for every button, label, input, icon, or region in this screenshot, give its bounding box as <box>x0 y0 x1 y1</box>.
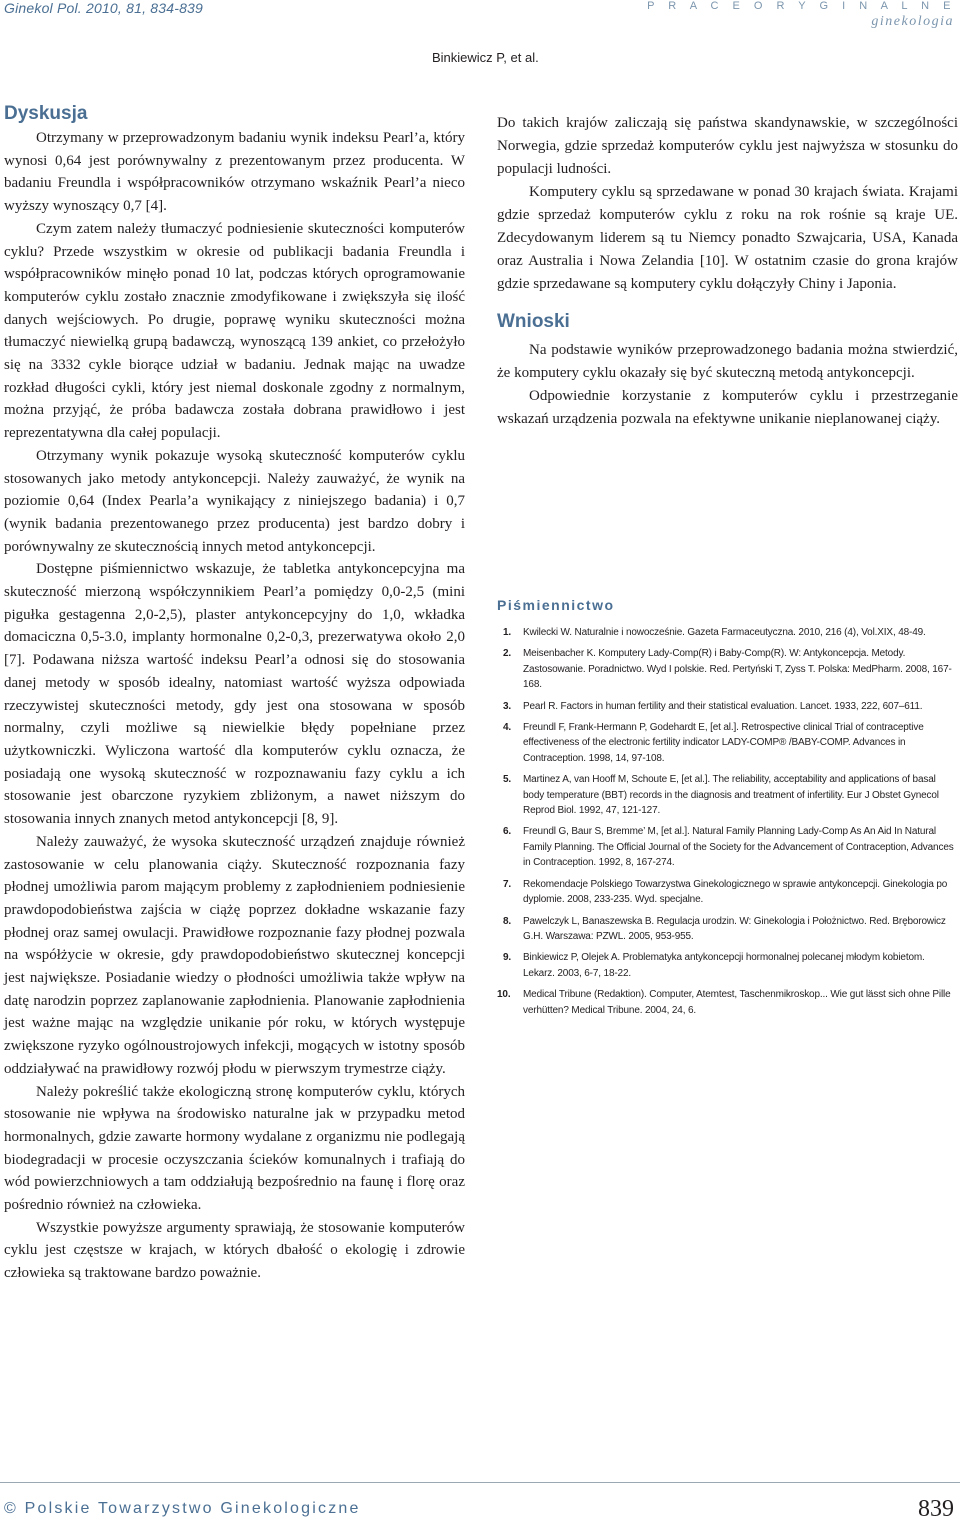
reference-list <box>497 625 958 1018</box>
references-heading: Piśmiennictwo <box>497 597 615 613</box>
reference-number: 4. <box>503 722 512 734</box>
reference-text: Freundl F, Frank-Hermann P, Godehardt E, [et al.]. Retrospective clinical Trial of contraceptive effectiveness of the electronic fertility indicator LADY-COMP® /BABY-COMP. Advances in Contraception. 1998, 14, 97-108. <box>523 722 924 764</box>
reference-item <box>497 950 958 981</box>
discussion-paragraph: Należy zauważyć, że wysoka skuteczność urządzeń znajduje również zastosowanie w celu planowania ciąży. Skuteczność rozpoznania fazy płodnej umożliwia parom mającym problemy z zapłodnieniem podniesienie prawdopodobieństwa zajścia w ciążę poprzez dokładne wskazanie fazy płodnej oraz samej owulacji. Prawidłowe rozpoznanie fazy płodnej pozwala na współżycie w okresie, gdy prawdopodobieństwo skutecznej koncepcji jest największe. Posiadanie wiedzy o płodności umożliwia także wpływ na datę narodzin poprzez zaplanowanie zapłodnienia. Planowanie zapłodnienia jest ważne mając na względzie unikanie pór roku, w których występuje zwiększone ryzyko ogólnoustrojowych infekcji, mogących w istotny sposób oddziaływać na prawidłowy rozwój płodu w pierwszym trymestrze ciąży. <box>4 833 465 1077</box>
reference-text: Meisenbacher K. Komputery Lady-Comp(R) i Baby-Comp(R). W: Antykoncepcja. Metody. Zastosowanie. Poradnictwo. Wyd I polskie. Red. Pertyński T, Zyss T. Polska: MedPharm. 2008, 167-168. <box>523 648 952 691</box>
discussion-paragraph: Należy pokreślić także ekologiczną stronę komputerów cyklu, których stosowanie nie wpływa na środowisko naturalne jak w przypadku metod hormonalnych, gdzie zawarte hormony wydalane z organizmu nie podlegają biodegradacji w procesie oczyszczania ścieków komunalnych i trafiają do wód powierzchniowych a tam oddziałują bezpośrednio na faunę i florę oraz pośrednio również na człowieka. <box>4 1083 465 1214</box>
discussion-paragraph: Otrzymany wynik pokazuje wysoką skuteczność komputerów cyklu stosowanych jako metody antykoncepcji. Należy zauważyć, że wynik na poziomie 0,64 (Index Pearla’a wynikający z niniejszego badania) i 0,7 (wynik badania prezentowanego przez producenta) jest bardzo dobry i porównywalny ze skutecznością innych metod antykoncepcji. <box>4 447 465 555</box>
reference-item <box>497 699 958 714</box>
page-number: 839 <box>918 1496 954 1522</box>
reference-item <box>497 625 958 640</box>
right-column <box>497 112 958 1024</box>
reference-text: Martinez A, van Hooff M, Schoute E, [et al.]. The reliability, acceptability and applications of basal body temperature (BBT) records in the diagnosis and treatment of infertility. Eur J Obstet Gynecol Reprod Biol. 1992, 47, 121-127. <box>523 774 939 817</box>
journal-citation: Ginekol Pol. 2010, 81, 834-839 <box>4 0 204 16</box>
reference-item <box>497 914 958 945</box>
reference-text: Freundl G, Baur S, Bremme’ M, [et al.]. Natural Family Planning Lady-Comp As An Aid In Natural Family Planning. The Official Journal of the Society for the Advancement of Contraception, Advances in Contraception. 1992, 8, 167-274. <box>523 826 954 869</box>
discussion-paragraph: Otrzymany w przeprowadzonym badaniu wynik indeksu Pearl’a, który wynosi 0,64 jest porównywalny z prezentowanym przez producenta. W badaniu Freundla i współpracowników otrzymano wskaźnik Pearl’a nieco wyższy wynoszący 0,7 [4]. <box>4 130 465 215</box>
reference-text: Rekomendacje Polskiego Towarzystwa Ginekologicznego w sprawie antykoncepcji. Ginekologia po dyplomie. 2008, 233-235. Wyd. specjalne. <box>523 878 948 906</box>
reference-text: Pawelczyk L, Banaszewska B. Regulacja urodzin. W: Ginekologia i Położnictwo. Red. Bręborowicz G.H. Warszawa: PZWL. 2005, 953-955. <box>523 915 946 942</box>
footer-divider <box>0 1482 960 1483</box>
reference-item <box>497 877 958 908</box>
reference-number: 2. <box>503 648 512 660</box>
reference-number: 7. <box>503 878 512 890</box>
reference-number: 1. <box>503 627 512 638</box>
conclusions-heading: Wnioski <box>497 311 570 332</box>
footer-society: © Polskie Towarzystwo Ginekologiczne <box>4 1500 361 1517</box>
left-column <box>4 102 465 1285</box>
discussion-heading: Dyskusja <box>4 103 88 124</box>
reference-text: Medical Tribune (Redaktion). Computer, Atemtest, Taschenmikroskop... Wie gut lässt sich ohne Pille verhütten? Medical Tribune. 2004, 24, 6. <box>523 989 951 1016</box>
discussion-paragraph: Dostępne piśmiennictwo wskazuje, że tabletka antykoncepcyjna ma skuteczność mierzoną współczynnikiem Pearl’a pomiędzy 0,0-2,5 (mini pigułka gestagenna 2,0-2,5), plaster antykoncepcyjny do 1,0, wkładka domaciczna 0,5-3.0, implanty hormonalne 0,2-0,3, prezerwatywa około 2,0 [7]. Podawana niższa wartość indeksu Pearl’a odnosi się do stosowania danej metody w sposób idealny, natomiast wartość wyższa odpowiada rzeczywistej skuteczności metody, gdy jest ona stosowana w sposób normalny, czyli możliwe są niewielkie błędy popełniane przez użytkowniczki. Wyliczona wartość dla komputerów cyklu oznacza, że posiadają one wysoką skuteczność w rozpoznawaniu fazy cyklu a ich stosowanie jest obarczone ryzykiem zbliżonym, a nawet niższym do stosowania innych znanych metod antykoncepcji [8, 9]. <box>4 561 465 828</box>
reference-text: Binkiewicz P, Olejek A. Problematyka antykoncepcji hormonalnej polecanej młodym kobietom. Lekarz. 2003, 6-7, 18-22. <box>523 952 925 979</box>
reference-text: Kwilecki W. Naturalnie i nowocześnie. Gazeta Farmaceutyczna. 2010, 216 (4), Vol.XIX, 48-49. <box>523 627 926 638</box>
conclusions-paragraph: Odpowiednie korzystanie z komputerów cyklu i przestrzeganie wskazań urządzenia pozwala na efektywne unikanie nieplanowanej ciąży. <box>497 388 958 427</box>
section-label: P R A C E O R Y G I N A L N E <box>647 0 956 12</box>
discussion-paragraph: Czym zatem należy tłumaczyć podniesienie skuteczności komputerów cyklu? Przede wszystkim w okresie od publikacji badania Freundla i współpracowników minęło ponad 10 lat, podczas których oprogramowanie komputerów cyklu zostało znacznie zmodyfikowane i zwiększyła się ilość danych wejściowych. Po drugie, poprawę wyniku skuteczności można tłumaczyć niewielką grupą badawczą, wynoszącą 139 ankiet, co przełożyło się na 3332 cykle biorące udział w badaniu. Jednak mając na uwadze rozkład długości cykli, który jest niemal doskonale zgodny z normalnym, można przyjąć, że próba badawcza została dobrana prawidłowo i jest reprezentatywna dla całej populacji. <box>4 220 465 442</box>
reference-item <box>497 824 958 870</box>
reference-number: 3. <box>503 700 512 712</box>
reference-number: 10. <box>497 989 511 1001</box>
reference-item <box>497 720 958 766</box>
discussion-paragraph: Wszystkie powyższe argumenty sprawiają, że stosowanie komputerów cyklu jest częstsze w krajach, w których dbałość o ekologię i zdrowie człowieka są traktowane bardzo poważnie. <box>4 1219 465 1282</box>
reference-number: 8. <box>503 915 512 927</box>
reference-number: 6. <box>503 826 512 838</box>
discussion-continuation: Do takich krajów zaliczają się państwa skandynawskie, w szczególności Norwegia, gdzie sprzedaż komputerów cyklu jest najwyższa w stosunku do populacji ludności. <box>497 115 958 177</box>
reference-number: 5. <box>503 774 512 786</box>
discussion-continuation: Komputery cyklu są sprzedawane w ponad 30 krajach świata. Krajami gdzie sprzedaż komputerów cyklu z roku na rok rośnie są kraje UE. Zdecydowanym liderem są tu Niemcy ponadto Szwajcaria, USA, Kanada oraz Australia i Nowa Zelandia [10]. W ostatnim czasie do grona krajów gdzie sprzedawane są komputery cyklu dołączyły Chiny i Japonia. <box>497 184 958 292</box>
reference-item <box>497 987 958 1018</box>
running-authors: Binkiewicz P, et al. <box>432 50 539 65</box>
reference-text: Pearl R. Factors in human fertility and their statistical evaluation. Lancet. 1933, 222, 607–611. <box>523 700 923 712</box>
reference-number: 9. <box>503 952 512 964</box>
conclusions-paragraph: Na podstawie wyników przeprowadzonego badania można stwierdzić, że komputery cyklu okazały się być skuteczną metodą antykoncepcji. <box>497 342 958 381</box>
reference-item <box>497 646 958 692</box>
subsection-label: ginekologia <box>871 14 954 29</box>
reference-item <box>497 772 958 818</box>
